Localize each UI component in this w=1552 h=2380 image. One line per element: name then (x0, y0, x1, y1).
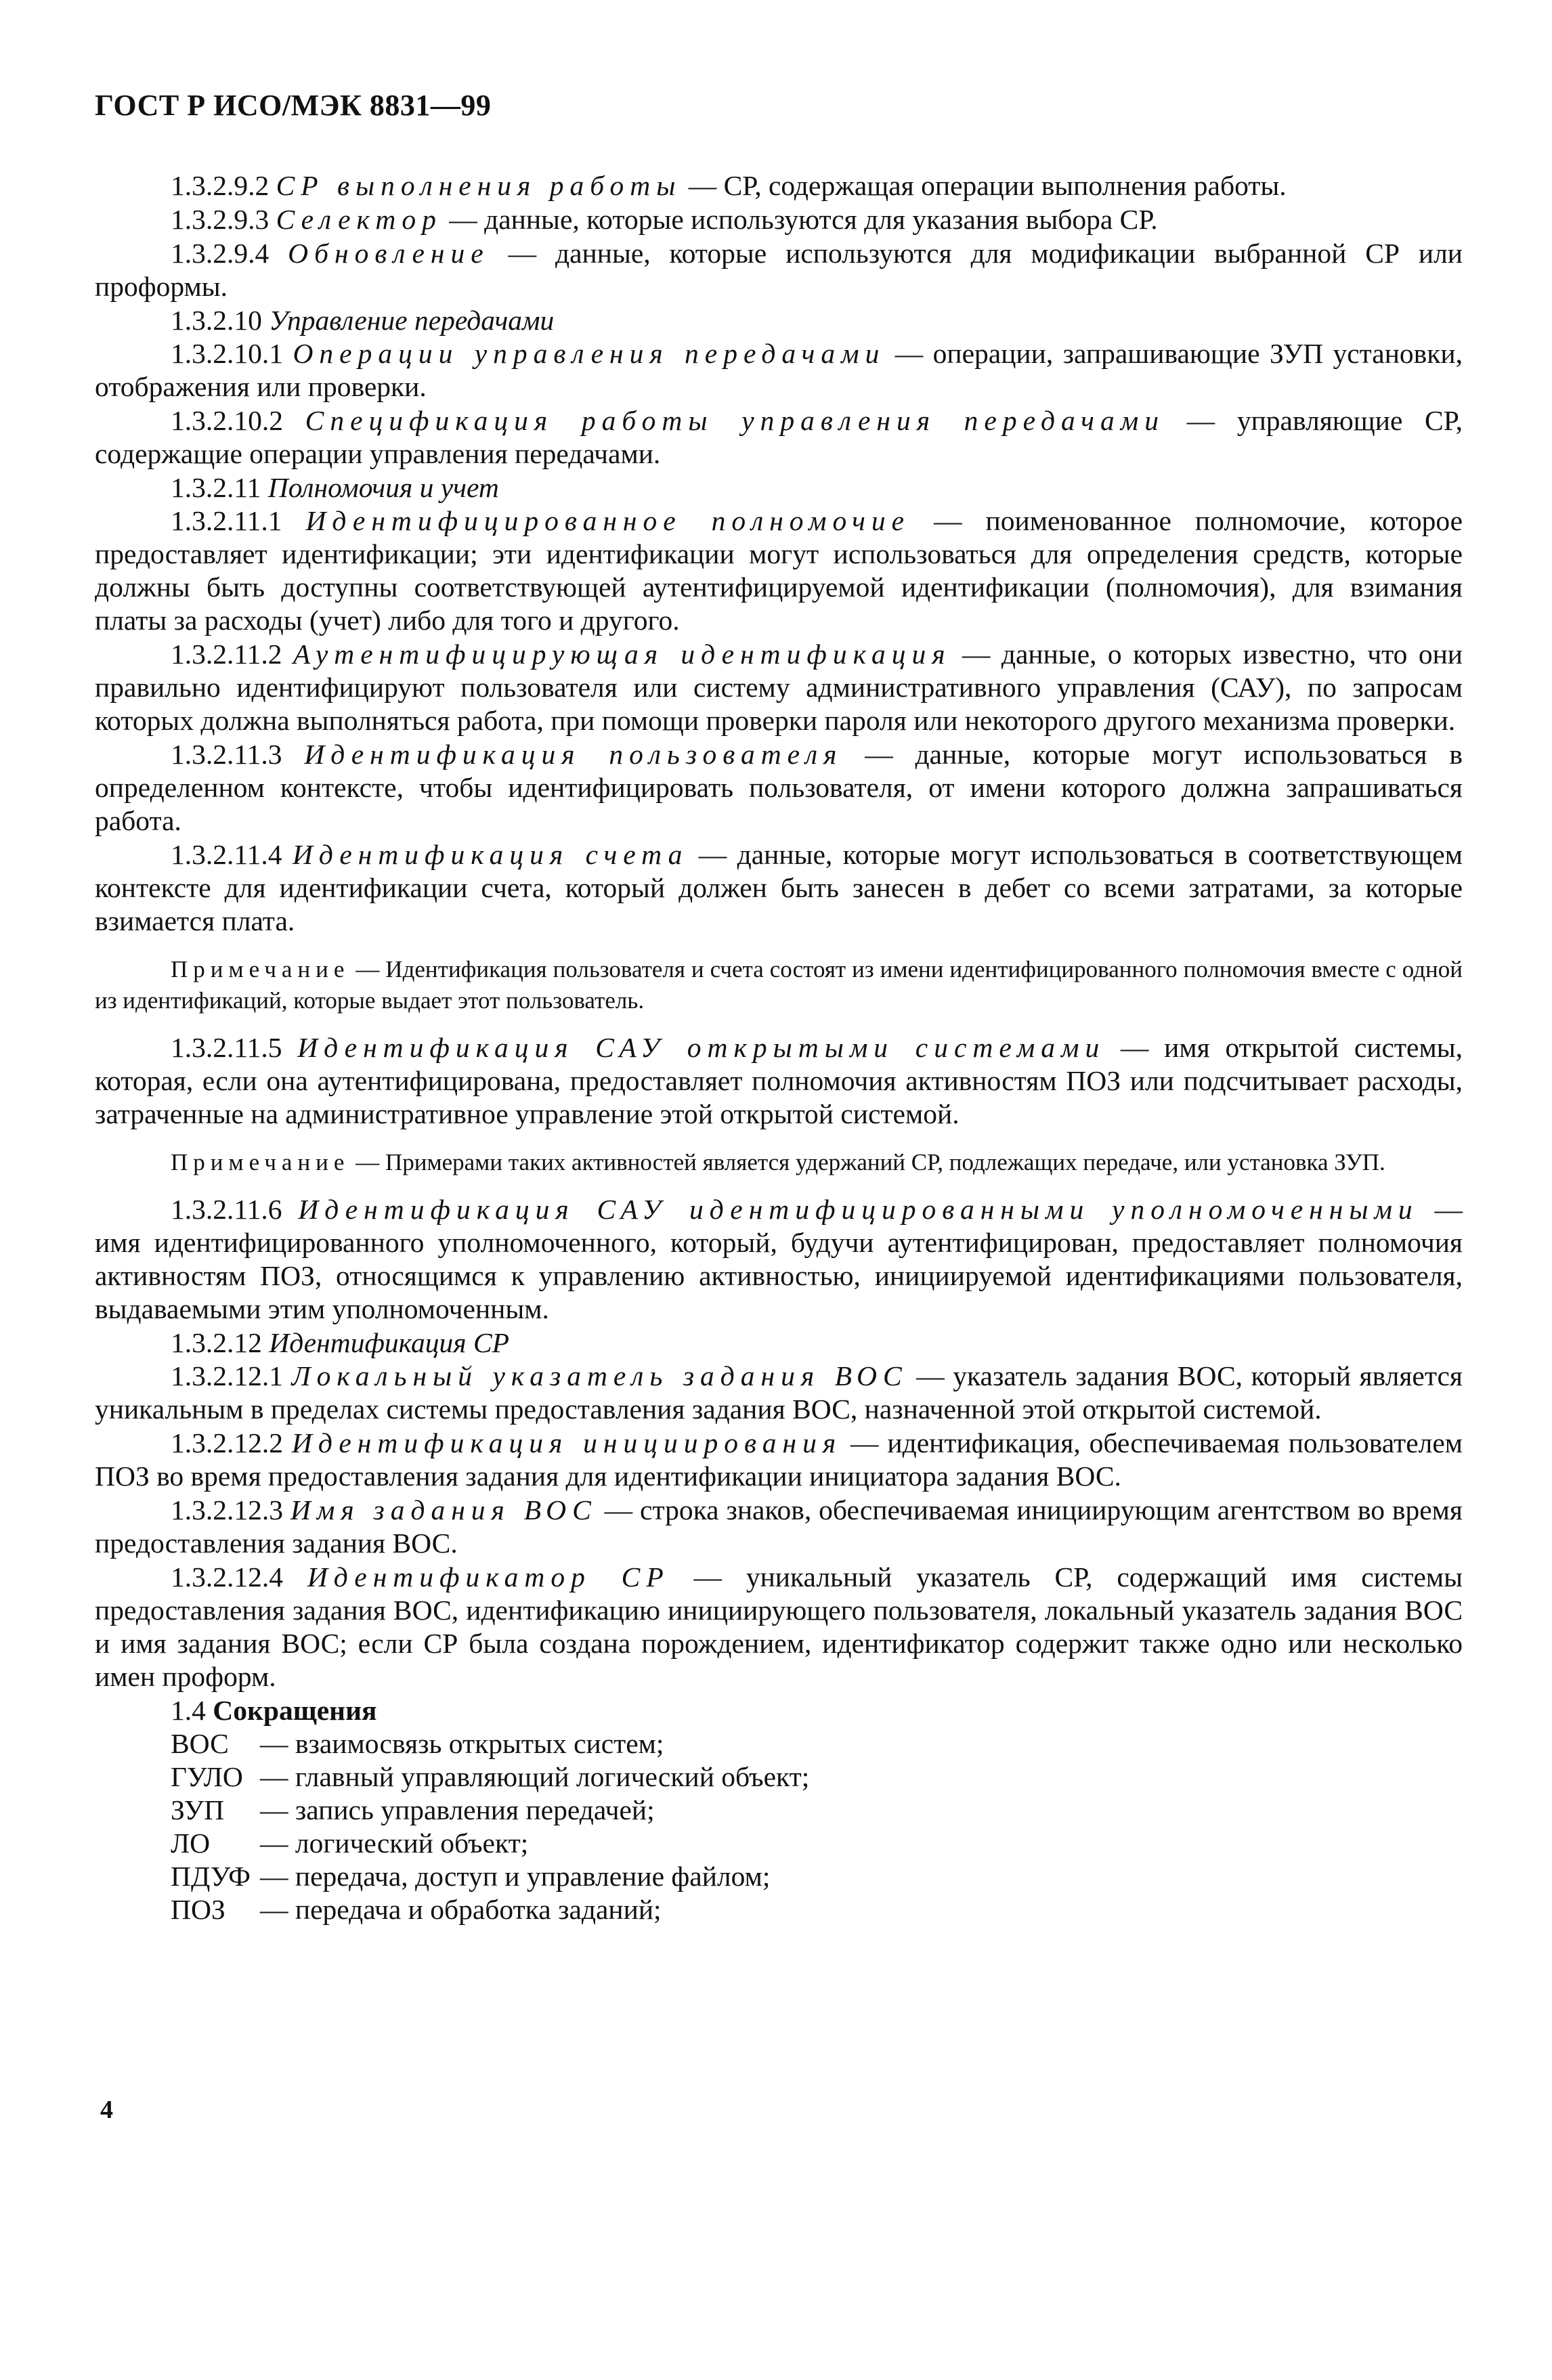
abbreviations-heading (95, 1694, 1463, 1727)
note-1 (95, 954, 1463, 1016)
definition-paragraph (95, 169, 1463, 202)
clause-number: 1.3.2.11.1 (171, 505, 306, 536)
definitions-block-1 (95, 169, 1463, 938)
abbreviation-value: — передача, доступ и управление файлом; (260, 1861, 771, 1892)
abbreviation-key: ЗУП (171, 1794, 225, 1825)
abbreviations-list (95, 1727, 1463, 1926)
defined-term: Идентификатор СР (307, 1561, 670, 1593)
abbreviation-row (95, 1760, 1463, 1794)
defined-term: Аутентифицирующая идентификация (293, 639, 951, 670)
clause-number: 1.3.2.12 (171, 1327, 270, 1358)
section-title: Идентификация СР (269, 1327, 509, 1358)
definition-paragraph (95, 337, 1463, 404)
section-title: Полномочия и учет (267, 472, 499, 503)
definition-paragraph (95, 1561, 1463, 1693)
definition-paragraph (95, 404, 1463, 471)
definitions-block-2 (95, 1031, 1463, 1131)
clause-number: 1.3.2.12.1 (171, 1360, 292, 1391)
clause-number: 1.3.2.11.3 (171, 739, 305, 770)
clause-number: 1.3.2.10.1 (171, 338, 293, 369)
definition-paragraph (95, 203, 1463, 236)
definition-text: — данные, которые используются для указания выбора СР. (441, 204, 1158, 235)
definition-paragraph (95, 838, 1463, 938)
section-heading (95, 471, 1463, 504)
defined-term: Идентифицированное полномочие (305, 505, 911, 536)
definition-text: — идентификация, обеспечиваемая пользователем ПОЗ во время предоставления задания для идентификации инициатора задания ВОС. (95, 1427, 1463, 1492)
defined-term: Имя задания ВОС (290, 1494, 597, 1526)
definition-text: — данные, которые используются для модификации выбранной СР или проформы. (95, 238, 1463, 302)
clause-number: 1.3.2.9.2 (171, 170, 276, 201)
definition-text: — имя идентифицированного уполномоченного, который, будучи аутентифицирован, предоставляет полномочия активностям ПОЗ, относящимся к управлению активностью, инициируемой идентификациями пользователя, выдаваемыми этим уполномоченным. (95, 1194, 1463, 1324)
definition-paragraph (95, 1360, 1463, 1426)
defined-term: Обновление (288, 238, 490, 269)
abbreviation-value: — главный управляющий логический объект; (260, 1761, 810, 1792)
defined-term: Идентификация счета (292, 839, 689, 870)
clause-number: 1.3.2.9.3 (171, 204, 276, 235)
definition-text: — данные, которые могут использоваться в соответствующем контексте для идентификации счета, который должен быть занесен в дебет со всеми затратами, за которые взимается плата. (95, 839, 1463, 936)
defined-term: Спецификация работы управления передачами (305, 405, 1165, 436)
clause-number: 1.3.2.9.4 (171, 238, 288, 269)
definition-paragraph (95, 1427, 1463, 1493)
abbreviation-value: — передача и обработка заданий; (260, 1894, 662, 1925)
page-number: 4 (100, 2096, 113, 2124)
definition-text: — уникальный указатель СР, содержащий имя системы предоставления задания ВОС, идентификацию инициирующего пользователя, локальный указатель задания ВОС и имя задания ВОС; если СР была создана порождением, идентификатор содержит также одно или несколько имен проформ. (95, 1561, 1463, 1692)
clause-number: 1.3.2.11.5 (171, 1032, 298, 1063)
abbreviation-row (95, 1893, 1463, 1926)
definition-paragraph (95, 1193, 1463, 1326)
clause-number: 1.3.2.11 (171, 472, 268, 503)
defined-term: Идентификация инициирования (291, 1427, 842, 1458)
note-text: — Примерами таких активностей является удержаний СР, подлежащих передаче, или установка ЗУП. (349, 1149, 1385, 1175)
definition-paragraph (95, 1031, 1463, 1131)
clause-number: 1.3.2.10 (171, 305, 270, 336)
clause-number: 1.3.2.11.4 (171, 839, 293, 870)
definition-paragraph (95, 504, 1463, 637)
abbreviations-number: 1.4 (171, 1695, 206, 1726)
defined-term: Идентификация пользователя (304, 739, 843, 770)
abbreviation-value: — логический объект; (260, 1827, 529, 1859)
abbreviation-row (95, 1860, 1463, 1893)
defined-term: Идентификация САУ открытыми системами (297, 1032, 1106, 1063)
definition-text: — данные, которые могут использоваться в определенном контексте, чтобы идентифицировать пользователя, от имени которого должна запрашиваться работа. (95, 739, 1463, 836)
clause-number: 1.3.2.11.2 (171, 639, 293, 670)
abbreviation-row (95, 1794, 1463, 1827)
clause-number: 1.3.2.12.3 (171, 1494, 290, 1526)
abbreviation-key: ВОС (171, 1728, 229, 1759)
defined-term: Локальный указатель задания ВОС (291, 1360, 908, 1391)
abbreviation-key: ГУЛО (171, 1761, 243, 1792)
section-title: Управление передачами (269, 305, 555, 336)
document-body (95, 169, 1463, 1926)
definition-text: — СР, содержащая операции выполнения работы. (681, 170, 1287, 201)
definition-text: — указатель задания ВОС, который является уникальным в пределах системы предоставления задания ВОС, назначенной этой открытой системой. (95, 1360, 1463, 1425)
note-label: Примечание (171, 1149, 350, 1175)
definition-paragraph (95, 237, 1463, 303)
note-2 (95, 1147, 1463, 1178)
section-heading (95, 1326, 1463, 1360)
clause-number: 1.3.2.10.2 (171, 405, 305, 436)
definition-text: — данные, о которых известно, что они правильно идентифицируют пользователя или систему административного управления (САУ), по запросам которых должна выполняться работа, при помощи проверки пароля или некоторого другого механизма проверки. (95, 639, 1463, 736)
definition-paragraph (95, 1494, 1463, 1560)
document-header: ГОСТ Р ИСО/МЭК 8831—99 (95, 89, 492, 122)
abbreviations-title: Сокращения (213, 1695, 377, 1726)
abbreviation-value: — взаимосвязь открытых систем; (260, 1728, 664, 1759)
abbreviation-key: ПДУФ (171, 1861, 251, 1892)
definition-text: — управляющие СР, содержащие операции управления передачами. (95, 405, 1463, 469)
section-heading (95, 304, 1463, 337)
note-text: — Идентификация пользователя и счета состоят из имени идентифицированного полномочия вместе с одной из идентификаций, которые выдает этот пользователь. (95, 956, 1463, 1014)
abbreviation-row (95, 1827, 1463, 1860)
clause-number: 1.3.2.12.2 (171, 1427, 292, 1458)
abbreviation-key: ЛО (171, 1827, 211, 1859)
definitions-block-3 (95, 1193, 1463, 1693)
definition-text: — имя открытой системы, которая, если она аутентифицирована, предоставляет полномочия активностям ПОЗ или подсчитывает расходы, затраченные на административное управление этой открытой системой. (95, 1032, 1463, 1129)
abbreviation-row (95, 1727, 1463, 1760)
defined-term: Селектор (276, 204, 442, 235)
definition-text: — строка знаков, обеспечиваемая инициирующим агентством во время предоставления задания ВОС. (95, 1494, 1463, 1559)
abbreviation-value: — запись управления передачей; (260, 1794, 655, 1825)
definition-paragraph (95, 638, 1463, 737)
definition-text: — операции, запрашивающие ЗУП установки, отображения или проверки. (95, 338, 1463, 402)
definition-paragraph (95, 738, 1463, 838)
defined-term: СР выполнения работы (276, 170, 682, 201)
defined-term: Идентификация САУ идентифицированными уполномоченными (298, 1194, 1419, 1225)
definition-text: — поименованное полномочие, которое предоставляет идентификации; эти идентификации могут использоваться для определения средств, которые должны быть доступны соответствующей аутентифицируемой идентификации (полномочия), для взимания платы за расходы (учет) либо для того и другого. (95, 505, 1463, 636)
defined-term: Операции управления передачами (293, 338, 886, 369)
note-label: Примечание (171, 956, 350, 982)
abbreviation-key: ПОЗ (171, 1894, 225, 1925)
clause-number: 1.3.2.12.4 (171, 1561, 307, 1593)
clause-number: 1.3.2.11.6 (171, 1194, 299, 1225)
